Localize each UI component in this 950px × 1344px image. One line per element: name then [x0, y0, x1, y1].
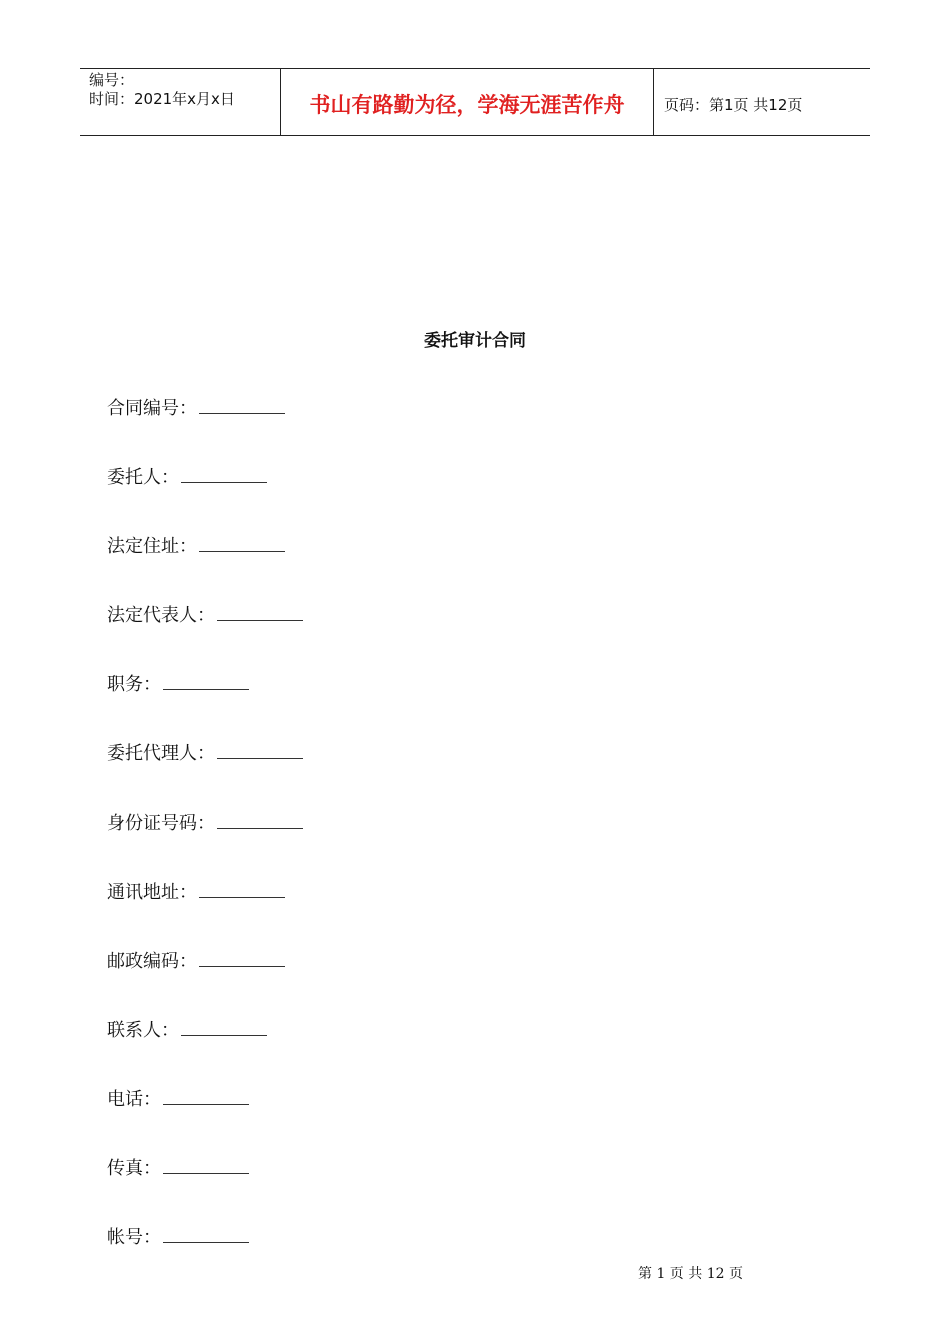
fill-in-blank[interactable] — [217, 602, 303, 621]
header-meta — [80, 69, 281, 135]
fill-in-blank[interactable] — [163, 1224, 249, 1243]
header-motto: 书山有路勤为径，学海无涯苦作舟 — [281, 69, 654, 135]
fill-in-blank[interactable] — [163, 1086, 249, 1105]
field-label: 邮政编码： — [107, 950, 197, 972]
field-postal-code — [107, 948, 303, 1017]
field-label: 合同编号： — [107, 398, 197, 419]
document-time-label: 时间：2021年x月x日 — [89, 90, 235, 108]
field-phone — [107, 1086, 303, 1155]
fill-in-blank[interactable] — [199, 948, 285, 967]
field-position — [107, 671, 303, 740]
field-label: 法定住址： — [107, 536, 197, 558]
field-label: 身份证号码： — [107, 812, 215, 834]
field-id-number — [107, 810, 303, 879]
fill-in-blank[interactable] — [181, 464, 267, 483]
page-footer-number: 第 1 页 共 12 页 — [638, 1266, 743, 1282]
fill-in-blank[interactable] — [199, 395, 285, 414]
fill-in-blank[interactable] — [199, 533, 285, 552]
field-label: 委托代理人： — [107, 743, 215, 765]
field-label: 职务： — [107, 674, 161, 696]
field-contact-person — [107, 1017, 303, 1086]
fill-in-blank[interactable] — [217, 740, 303, 759]
field-label: 法定代表人： — [107, 605, 215, 627]
field-label: 传真： — [107, 1158, 161, 1180]
document-title: 委托审计合同 — [424, 331, 526, 351]
fill-in-blank[interactable] — [199, 879, 285, 898]
header-page-info: 页码：第1页 共12页 — [664, 95, 803, 114]
field-legal-representative — [107, 602, 303, 671]
field-client — [107, 464, 303, 533]
fill-in-blank[interactable] — [217, 810, 303, 829]
field-fax — [107, 1155, 303, 1224]
document-number-label: 编号： — [89, 71, 135, 89]
field-label: 电话： — [107, 1088, 161, 1110]
field-authorized-agent — [107, 740, 303, 809]
field-account-number — [107, 1224, 303, 1293]
field-contract-number — [107, 395, 303, 464]
field-legal-address — [107, 533, 303, 602]
page-header — [80, 68, 870, 136]
fill-in-blank[interactable] — [181, 1017, 267, 1036]
field-label: 委托人： — [107, 467, 179, 489]
fill-in-blank[interactable] — [163, 671, 249, 690]
field-mailing-address — [107, 879, 303, 948]
field-label: 帐号： — [107, 1227, 161, 1249]
field-label: 通讯地址： — [107, 881, 197, 903]
fill-in-blank[interactable] — [163, 1155, 249, 1174]
field-label: 联系人： — [107, 1019, 179, 1041]
contract-field-list — [107, 395, 303, 1293]
